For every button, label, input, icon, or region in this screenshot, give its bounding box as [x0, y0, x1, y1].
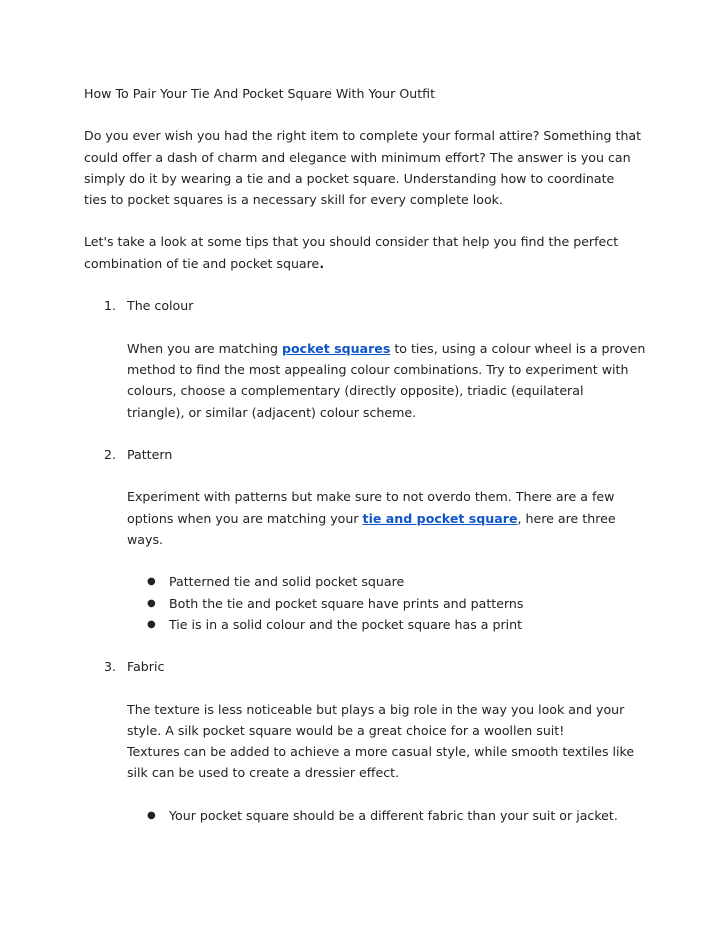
- section-number: 3.: [104, 659, 117, 674]
- section-body-line: Textures can be added to achieve a more casual style, while smooth textiles like: [127, 744, 635, 759]
- tips-intro-text: combination of tie and pocket square: [84, 256, 320, 271]
- section-body-line: Experiment with patterns but make sure to not overdo them. There are a few: [127, 489, 615, 504]
- section-number: 1.: [104, 298, 117, 313]
- tips-intro-period: .: [319, 256, 325, 271]
- intro-line: Do you ever wish you had the right item to complete your formal attire? Something that: [84, 128, 642, 143]
- intro-line: ties to pocket squares is a necessary skill for every complete look.: [84, 192, 503, 207]
- section-heading: Fabric: [127, 659, 165, 674]
- section-body-line: The texture is less noticeable but plays a big role in the way you look and your: [127, 702, 625, 717]
- intro-line: could offer a dash of charm and elegance with minimum effort? The answer is you can: [84, 150, 631, 165]
- section-body-line: style. A silk pocket square would be a great choice for a woollen suit!: [127, 723, 565, 738]
- section-body-line: colours, choose a complementary (directly opposite), triadic (equilateral: [127, 383, 584, 398]
- section-body-line: method to find the most appealing colour combinations. Try to experiment with: [127, 362, 629, 377]
- document-title: How To Pair Your Tie And Pocket Square With Your Outfit: [84, 86, 436, 101]
- tips-intro-line: [84, 256, 324, 272]
- intro-line: simply do it by wearing a tie and a pocket square. Understanding how to coordinate: [84, 171, 615, 186]
- bullet-icon: ●: [147, 810, 156, 821]
- section-heading: The colour: [127, 298, 194, 313]
- section-heading: Pattern: [127, 447, 173, 462]
- bullet-icon: ●: [147, 619, 156, 630]
- section-body-text: options when you are matching your: [127, 511, 363, 526]
- tie-and-pocket-square-link[interactable]: tie and pocket square: [362, 511, 518, 526]
- section-body-line: silk can be used to create a dressier effect.: [127, 765, 400, 780]
- list-item: Both the tie and pocket square have prints and patterns: [169, 596, 524, 611]
- section-body-text: , here are three: [517, 511, 616, 526]
- pocket-squares-link[interactable]: pocket squares: [282, 341, 391, 356]
- section-body-line: [127, 341, 645, 357]
- bullet-icon: ●: [147, 598, 156, 609]
- section-body-line: [127, 511, 616, 527]
- section-body-line: ways.: [127, 532, 164, 547]
- list-item: Tie is in a solid colour and the pocket square has a print: [169, 617, 523, 632]
- section-body-line: triangle), or similar (adjacent) colour scheme.: [127, 405, 417, 420]
- section-number: 2.: [104, 447, 117, 462]
- list-item: Patterned tie and solid pocket square: [169, 574, 405, 589]
- list-item: Your pocket square should be a different fabric than your suit or jacket.: [169, 808, 618, 823]
- tips-intro-line: Let's take a look at some tips that you should consider that help you find the perfect: [84, 234, 619, 249]
- bullet-icon: ●: [147, 576, 156, 587]
- section-body-text: When you are matching: [127, 341, 282, 356]
- section-body-text: to ties, using a colour wheel is a proven: [390, 341, 646, 356]
